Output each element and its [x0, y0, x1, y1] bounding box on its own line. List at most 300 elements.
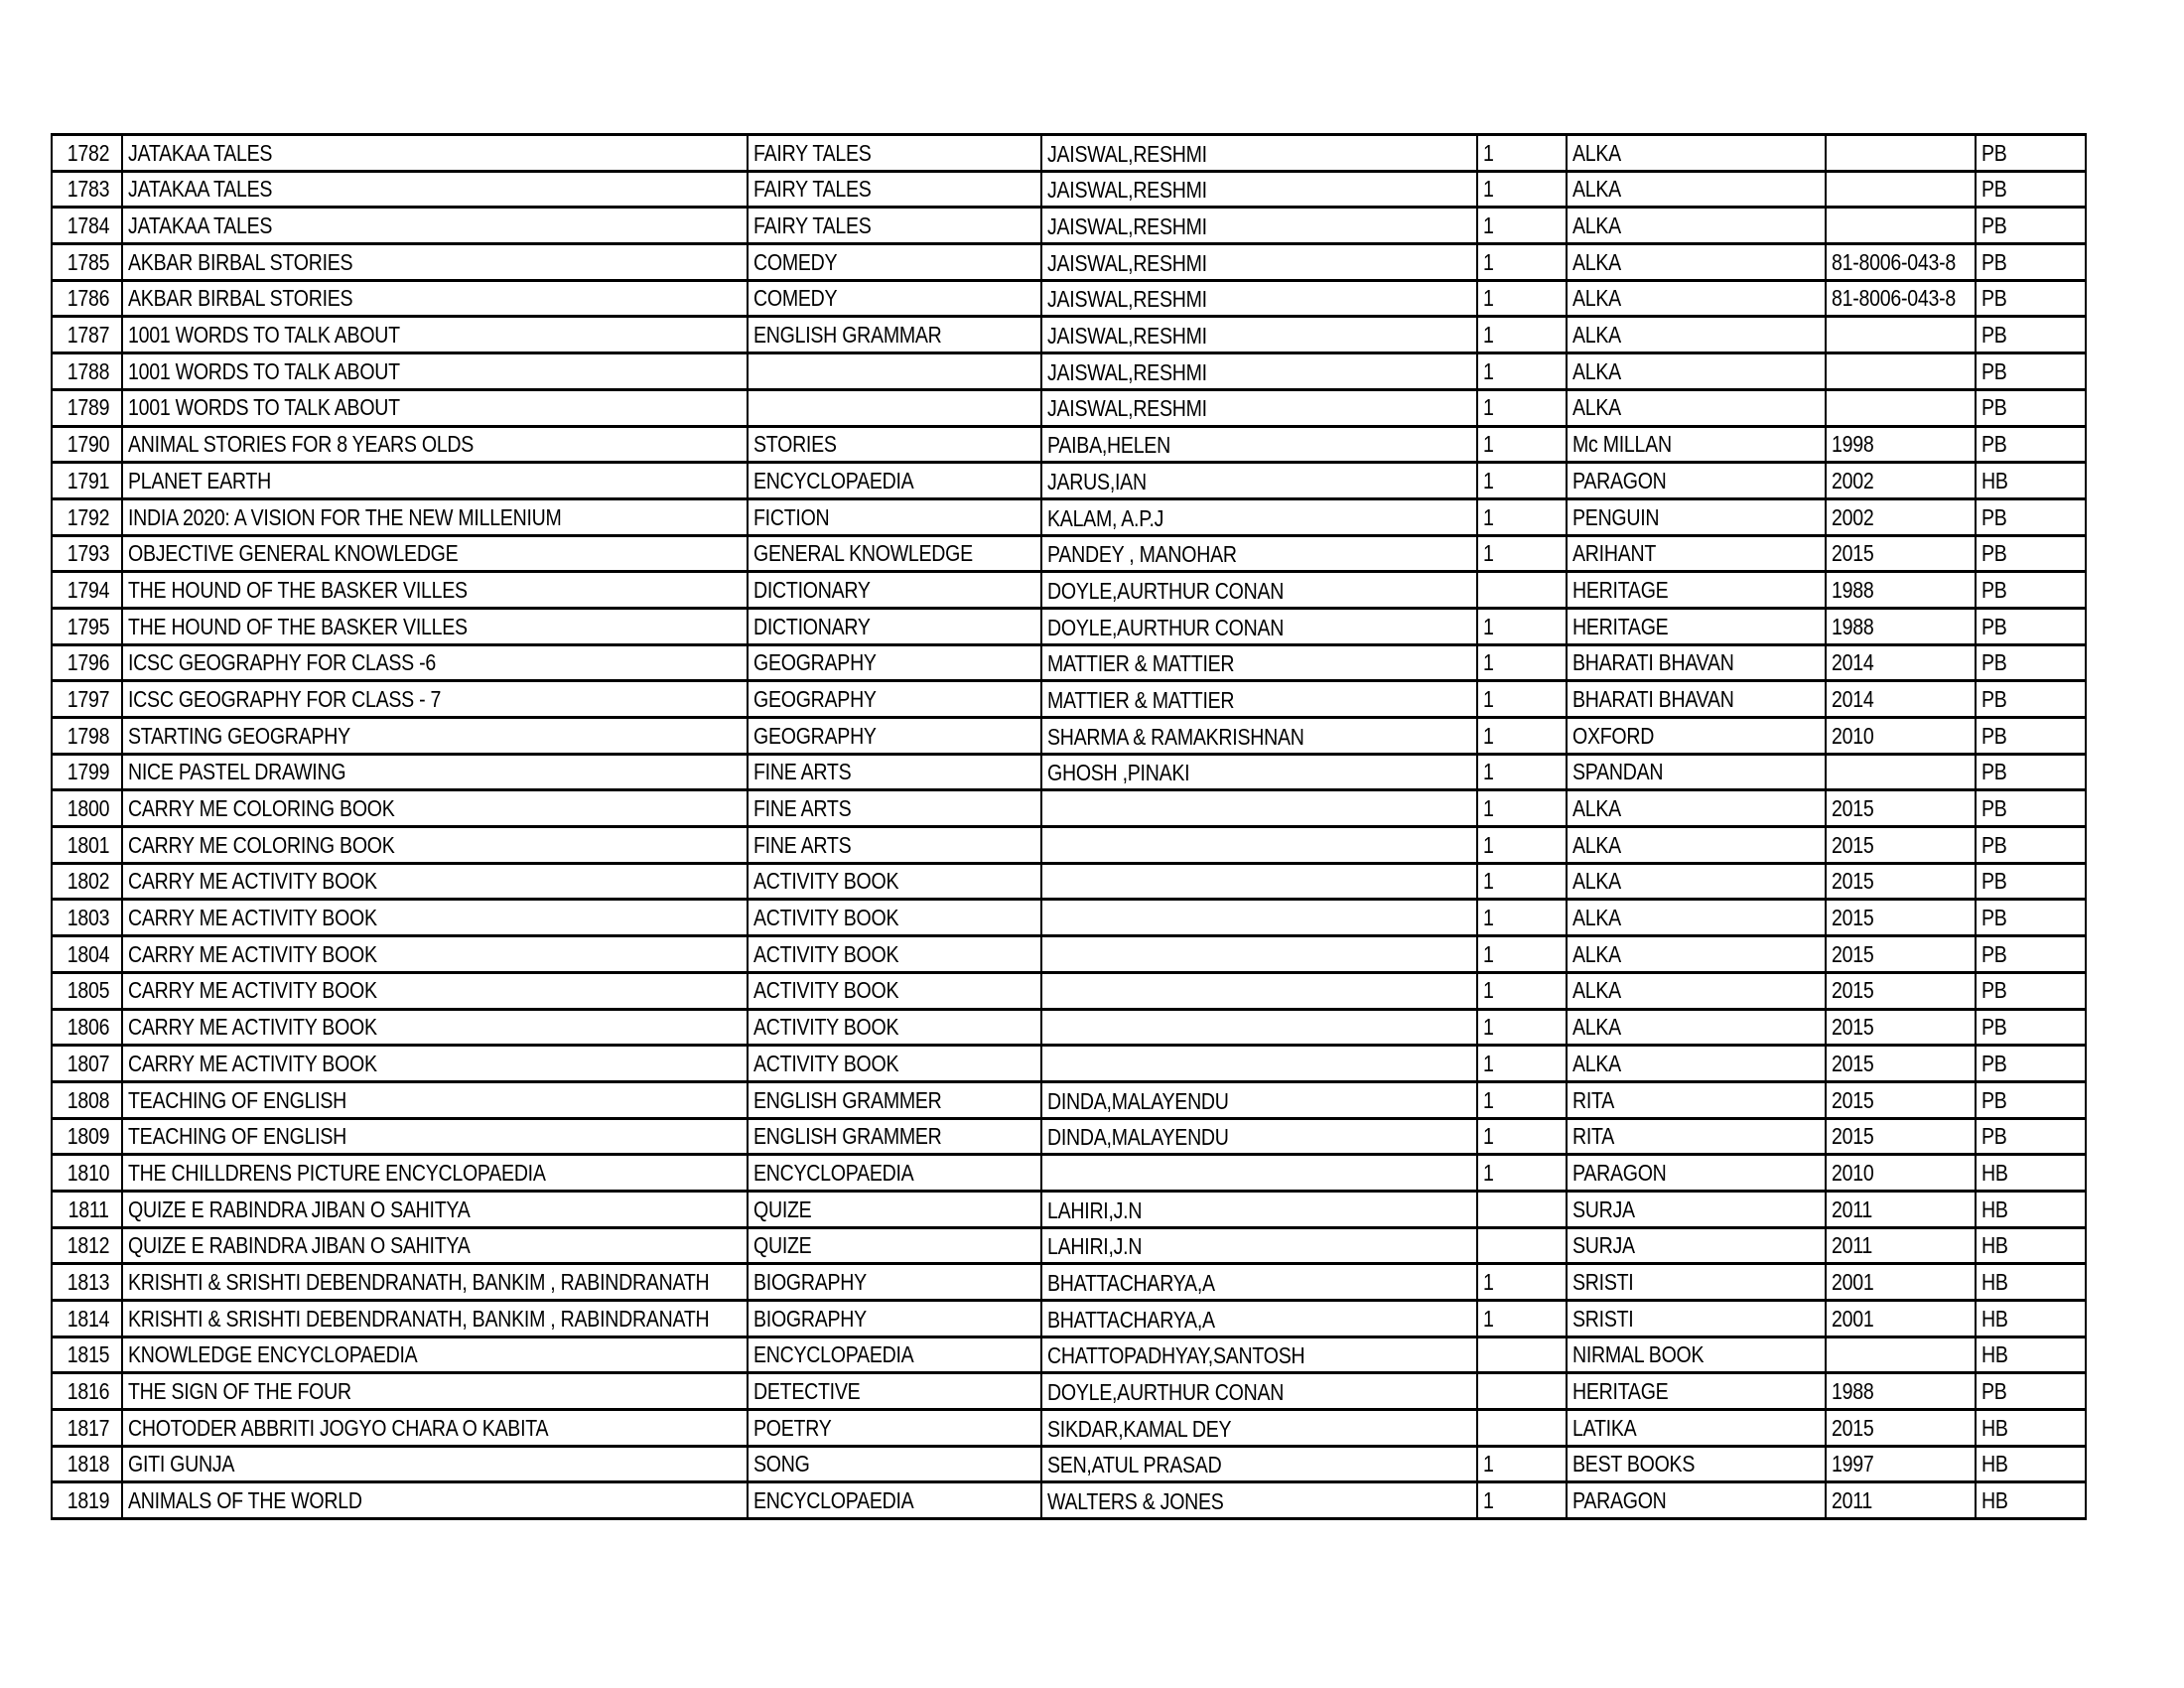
author-cell [1041, 936, 1477, 973]
binding-cell [1976, 135, 2086, 172]
book-quantity: 1 [1483, 722, 1494, 749]
title-cell [122, 1446, 748, 1482]
binding-cell [1976, 280, 2086, 317]
quantity-cell [1477, 681, 1567, 718]
book-year-isbn: 2015 [1832, 905, 1874, 931]
table-row [52, 1446, 2086, 1482]
book-category: GEOGRAPHY [753, 722, 877, 749]
quantity-cell [1477, 1191, 1567, 1227]
quantity-cell [1477, 1081, 1567, 1118]
year-isbn-cell [1826, 353, 1976, 390]
book-author: DINDA,MALAYENDU [1047, 1087, 1229, 1114]
category-cell [748, 936, 1041, 973]
binding-cell [1976, 900, 2086, 936]
author-cell [1041, 827, 1477, 864]
serial-number: 1797 [67, 685, 110, 712]
table-row [52, 1410, 2086, 1447]
serial-cell [52, 900, 122, 936]
title-cell [122, 827, 748, 864]
serial-cell [52, 681, 122, 718]
publisher-cell [1567, 644, 1826, 681]
publisher-cell [1567, 317, 1826, 353]
book-binding: HB [1981, 467, 2008, 493]
binding-cell [1976, 644, 2086, 681]
book-title: THE SIGN OF THE FOUR [128, 1378, 351, 1404]
binding-cell [1976, 1191, 2086, 1227]
title-cell [122, 353, 748, 390]
serial-cell [52, 644, 122, 681]
book-author: SIKDAR,KAMAL DEY [1047, 1415, 1232, 1442]
book-quantity: 1 [1483, 1159, 1494, 1186]
serial-number: 1794 [67, 576, 110, 603]
title-cell [122, 863, 748, 900]
book-author: WALTERS & JONES [1047, 1488, 1224, 1515]
book-category: FINE ARTS [753, 831, 852, 858]
book-binding: PB [1981, 940, 2007, 967]
book-author: LAHIRI,J.N [1047, 1196, 1143, 1223]
serial-number: 1803 [67, 905, 110, 931]
quantity-cell [1477, 244, 1567, 281]
book-publisher: ALKA [1572, 868, 1621, 895]
book-title: TEACHING OF ENGLISH [128, 1086, 347, 1113]
publisher-cell [1567, 900, 1826, 936]
table-row [52, 1227, 2086, 1264]
book-author: DOYLE,AURTHUR CONAN [1047, 577, 1285, 604]
quantity-cell [1477, 1373, 1567, 1410]
table-row [52, 244, 2086, 281]
book-title: PLANET EARTH [128, 467, 271, 493]
book-title: KRISHTI & SRISHTI DEBENDRANATH, BANKIM , RABINDRANATH [128, 1305, 710, 1332]
serial-number: 1783 [67, 176, 110, 203]
category-cell [748, 1227, 1041, 1264]
binding-cell [1976, 317, 2086, 353]
serial-number: 1814 [67, 1305, 110, 1332]
book-category: ENCYCLOPAEDIA [753, 467, 914, 493]
book-quantity: 1 [1483, 1123, 1494, 1150]
book-year-isbn: 1988 [1832, 576, 1874, 603]
book-year-isbn: 1988 [1832, 613, 1874, 639]
author-cell [1041, 644, 1477, 681]
category-cell [748, 900, 1041, 936]
year-isbn-cell [1826, 171, 1976, 208]
book-publisher: ALKA [1572, 905, 1621, 931]
year-isbn-cell [1826, 463, 1976, 499]
table-row [52, 827, 2086, 864]
book-author: PANDEY , MANOHAR [1047, 541, 1237, 568]
category-cell [748, 1264, 1041, 1301]
title-cell [122, 463, 748, 499]
book-title: ICSC GEOGRAPHY FOR CLASS -6 [128, 649, 436, 676]
publisher-cell [1567, 1264, 1826, 1301]
book-publisher: NIRMAL BOOK [1572, 1341, 1705, 1368]
book-year-isbn: 2015 [1832, 1414, 1874, 1441]
year-isbn-cell [1826, 1301, 1976, 1337]
binding-cell [1976, 1118, 2086, 1155]
serial-number: 1817 [67, 1414, 110, 1441]
serial-cell [52, 498, 122, 535]
book-author: MATTIER & MATTIER [1047, 650, 1235, 677]
quantity-cell [1477, 754, 1567, 790]
book-quantity: 1 [1483, 248, 1494, 275]
year-isbn-cell [1826, 1081, 1976, 1118]
author-cell [1041, 1118, 1477, 1155]
book-quantity: 1 [1483, 394, 1494, 421]
publisher-cell [1567, 1373, 1826, 1410]
title-cell [122, 1482, 748, 1519]
book-author: SHARMA & RAMAKRISHNAN [1047, 723, 1304, 750]
serial-cell [52, 1301, 122, 1337]
table-row [52, 754, 2086, 790]
book-title: CARRY ME ACTIVITY BOOK [128, 1050, 377, 1076]
serial-number: 1804 [67, 940, 110, 967]
title-cell [122, 900, 748, 936]
book-publisher: ALKA [1572, 1014, 1621, 1041]
book-publisher: ALKA [1572, 212, 1621, 238]
book-year-isbn: 2002 [1832, 503, 1874, 530]
binding-cell [1976, 1264, 2086, 1301]
book-binding: PB [1981, 649, 2007, 676]
author-cell [1041, 1446, 1477, 1482]
year-isbn-cell [1826, 790, 1976, 827]
book-year-isbn: 2011 [1832, 1196, 1873, 1222]
serial-cell [52, 754, 122, 790]
book-title: THE CHILLDRENS PICTURE ENCYCLOPAEDIA [128, 1159, 546, 1186]
book-category: ENGLISH GRAMMER [753, 1086, 942, 1113]
book-binding: PB [1981, 831, 2007, 858]
book-category: GEOGRAPHY [753, 649, 877, 676]
book-category: QUIZE [753, 1196, 812, 1222]
book-year-isbn: 2015 [1832, 868, 1874, 895]
book-title: AKBAR BIRBAL STORIES [128, 285, 353, 312]
book-publisher: HERITAGE [1572, 576, 1669, 603]
book-binding: PB [1981, 212, 2007, 238]
quantity-cell [1477, 790, 1567, 827]
serial-cell [52, 389, 122, 426]
author-cell [1041, 244, 1477, 281]
category-cell [748, 718, 1041, 755]
binding-cell [1976, 244, 2086, 281]
table-row [52, 353, 2086, 390]
book-category: ACTIVITY BOOK [753, 1050, 899, 1076]
book-binding: PB [1981, 1050, 2007, 1076]
table-row [52, 972, 2086, 1009]
publisher-cell [1567, 498, 1826, 535]
year-isbn-cell [1826, 280, 1976, 317]
quantity-cell [1477, 900, 1567, 936]
title-cell [122, 754, 748, 790]
book-quantity: 1 [1483, 613, 1494, 639]
book-year-isbn: 2014 [1832, 649, 1874, 676]
book-author: DINDA,MALAYENDU [1047, 1124, 1229, 1151]
author-cell [1041, 863, 1477, 900]
serial-cell [52, 1446, 122, 1482]
book-quantity: 1 [1483, 1451, 1494, 1477]
book-category: ACTIVITY BOOK [753, 940, 899, 967]
serial-cell [52, 972, 122, 1009]
book-category: DICTIONARY [753, 576, 871, 603]
publisher-cell [1567, 389, 1826, 426]
year-isbn-cell [1826, 208, 1976, 244]
book-category: DETECTIVE [753, 1378, 861, 1404]
publisher-cell [1567, 827, 1826, 864]
category-cell [748, 1336, 1041, 1373]
serial-cell [52, 535, 122, 572]
year-isbn-cell [1826, 1118, 1976, 1155]
book-binding: PB [1981, 576, 2007, 603]
book-quantity: 1 [1483, 139, 1494, 166]
binding-cell [1976, 572, 2086, 609]
publisher-cell [1567, 1009, 1826, 1046]
author-cell [1041, 1009, 1477, 1046]
quantity-cell [1477, 608, 1567, 644]
category-cell [748, 244, 1041, 281]
serial-cell [52, 317, 122, 353]
publisher-cell [1567, 1118, 1826, 1155]
book-category: COMEDY [753, 285, 838, 312]
book-title: QUIZE E RABINDRA JIBAN O SAHITYA [128, 1196, 471, 1222]
quantity-cell [1477, 863, 1567, 900]
author-cell [1041, 718, 1477, 755]
title-cell [122, 1118, 748, 1155]
book-title: AKBAR BIRBAL STORIES [128, 248, 353, 275]
book-author: JAISWAL,RESHMI [1047, 213, 1207, 239]
serial-number: 1798 [67, 722, 110, 749]
book-publisher: HERITAGE [1572, 1378, 1669, 1404]
serial-cell [52, 827, 122, 864]
book-publisher: HERITAGE [1572, 613, 1669, 639]
book-binding: HB [1981, 1232, 2008, 1259]
binding-cell [1976, 1336, 2086, 1373]
author-cell [1041, 1155, 1477, 1192]
book-quantity: 1 [1483, 322, 1494, 349]
author-cell [1041, 790, 1477, 827]
book-publisher: RITA [1572, 1086, 1615, 1113]
year-isbn-cell [1826, 244, 1976, 281]
book-quantity: 1 [1483, 467, 1494, 493]
book-category: FAIRY TALES [753, 139, 872, 166]
author-cell [1041, 498, 1477, 535]
category-cell [748, 608, 1041, 644]
title-cell [122, 426, 748, 463]
book-title: JATAKAA TALES [128, 176, 273, 203]
publisher-cell [1567, 1482, 1826, 1519]
book-publisher: PARAGON [1572, 1159, 1667, 1186]
table-row [52, 208, 2086, 244]
publisher-cell [1567, 1081, 1826, 1118]
table-row [52, 936, 2086, 973]
serial-cell [52, 572, 122, 609]
serial-number: 1782 [67, 139, 110, 166]
category-cell [748, 1301, 1041, 1337]
book-year-isbn: 2015 [1832, 977, 1874, 1004]
year-isbn-cell [1826, 936, 1976, 973]
serial-cell [52, 1046, 122, 1082]
book-author: BHATTACHARYA,A [1047, 1306, 1215, 1333]
book-title: TEACHING OF ENGLISH [128, 1123, 347, 1150]
book-title: CHOTODER ABBRITI JOGYO CHARA O KABITA [128, 1414, 549, 1441]
category-cell [748, 171, 1041, 208]
book-author: BHATTACHARYA,A [1047, 1269, 1215, 1296]
quantity-cell [1477, 1118, 1567, 1155]
title-cell [122, 1191, 748, 1227]
binding-cell [1976, 863, 2086, 900]
binding-cell [1976, 936, 2086, 973]
year-isbn-cell [1826, 389, 1976, 426]
table-row [52, 1046, 2086, 1082]
title-cell [122, 1227, 748, 1264]
book-author: JAISWAL,RESHMI [1047, 286, 1207, 313]
author-cell [1041, 1264, 1477, 1301]
serial-number: 1800 [67, 795, 110, 821]
binding-cell [1976, 208, 2086, 244]
binding-cell [1976, 1009, 2086, 1046]
book-author: JAISWAL,RESHMI [1047, 249, 1207, 276]
book-publisher: SURJA [1572, 1232, 1635, 1259]
book-quantity: 1 [1483, 795, 1494, 821]
book-publisher: ALKA [1572, 394, 1621, 421]
book-publisher: BHARATI BHAVAN [1572, 649, 1734, 676]
book-year-isbn: 1997 [1832, 1451, 1874, 1477]
book-title: CARRY ME ACTIVITY BOOK [128, 868, 377, 895]
book-title: THE HOUND OF THE BASKER VILLES [128, 613, 468, 639]
title-cell [122, 644, 748, 681]
quantity-cell [1477, 1046, 1567, 1082]
publisher-cell [1567, 280, 1826, 317]
publisher-cell [1567, 790, 1826, 827]
serial-number: 1801 [67, 831, 110, 858]
book-quantity: 1 [1483, 503, 1494, 530]
table-row [52, 280, 2086, 317]
serial-cell [52, 863, 122, 900]
binding-cell [1976, 608, 2086, 644]
binding-cell [1976, 426, 2086, 463]
title-cell [122, 280, 748, 317]
book-year-isbn: 81-8006-043-8 [1832, 248, 1956, 275]
quantity-cell [1477, 1227, 1567, 1264]
book-publisher: RITA [1572, 1123, 1615, 1150]
publisher-cell [1567, 681, 1826, 718]
book-binding: PB [1981, 1123, 2007, 1150]
title-cell [122, 1301, 748, 1337]
year-isbn-cell [1826, 1373, 1976, 1410]
author-cell [1041, 972, 1477, 1009]
title-cell [122, 1336, 748, 1373]
book-category: ACTIVITY BOOK [753, 905, 899, 931]
book-title: 1001 WORDS TO TALK ABOUT [128, 322, 400, 349]
book-author: JAISWAL,RESHMI [1047, 323, 1207, 350]
publisher-cell [1567, 1301, 1826, 1337]
title-cell [122, 972, 748, 1009]
serial-number: 1787 [67, 322, 110, 349]
year-isbn-cell [1826, 498, 1976, 535]
book-publisher: SRISTI [1572, 1268, 1634, 1295]
book-quantity: 1 [1483, 1268, 1494, 1295]
book-binding: HB [1981, 1196, 2008, 1222]
serial-number: 1790 [67, 431, 110, 458]
book-year-isbn: 1998 [1832, 431, 1874, 458]
author-cell [1041, 1301, 1477, 1337]
book-quantity: 1 [1483, 1050, 1494, 1076]
year-isbn-cell [1826, 572, 1976, 609]
book-binding: PB [1981, 139, 2007, 166]
book-quantity: 1 [1483, 759, 1494, 785]
year-isbn-cell [1826, 317, 1976, 353]
publisher-cell [1567, 863, 1826, 900]
book-category: FAIRY TALES [753, 212, 872, 238]
book-category: ENGLISH GRAMMAR [753, 322, 942, 349]
category-cell [748, 681, 1041, 718]
book-binding: HB [1981, 1451, 2008, 1477]
serial-cell [52, 1155, 122, 1192]
year-isbn-cell [1826, 426, 1976, 463]
year-isbn-cell [1826, 754, 1976, 790]
book-binding: PB [1981, 977, 2007, 1004]
book-binding: PB [1981, 722, 2007, 749]
author-cell [1041, 389, 1477, 426]
quantity-cell [1477, 208, 1567, 244]
book-year-isbn: 2015 [1832, 540, 1874, 567]
table-row [52, 900, 2086, 936]
serial-cell [52, 1191, 122, 1227]
book-binding: PB [1981, 431, 2007, 458]
serial-number: 1786 [67, 285, 110, 312]
quantity-cell [1477, 280, 1567, 317]
year-isbn-cell [1826, 863, 1976, 900]
serial-cell [52, 1227, 122, 1264]
book-quantity: 1 [1483, 685, 1494, 712]
serial-number: 1784 [67, 212, 110, 238]
book-binding: PB [1981, 394, 2007, 421]
book-binding: PB [1981, 357, 2007, 384]
quantity-cell [1477, 1410, 1567, 1447]
title-cell [122, 1081, 748, 1118]
book-category: BIOGRAPHY [753, 1305, 867, 1332]
title-cell [122, 1155, 748, 1192]
book-quantity: 1 [1483, 431, 1494, 458]
author-cell [1041, 1081, 1477, 1118]
category-cell [748, 972, 1041, 1009]
book-category: ENGLISH GRAMMER [753, 1123, 942, 1150]
book-binding: HB [1981, 1305, 2008, 1332]
book-publisher: ALKA [1572, 248, 1621, 275]
book-binding: PB [1981, 613, 2007, 639]
author-cell [1041, 535, 1477, 572]
book-title: NICE PASTEL DRAWING [128, 759, 346, 785]
quantity-cell [1477, 718, 1567, 755]
book-year-isbn: 2015 [1832, 1123, 1874, 1150]
quantity-cell [1477, 1009, 1567, 1046]
publisher-cell [1567, 244, 1826, 281]
book-year-isbn: 2015 [1832, 940, 1874, 967]
book-binding: PB [1981, 1378, 2007, 1404]
book-title: JATAKAA TALES [128, 212, 273, 238]
book-title: JATAKAA TALES [128, 139, 273, 166]
year-isbn-cell [1826, 972, 1976, 1009]
book-publisher: BEST BOOKS [1572, 1451, 1696, 1477]
title-cell [122, 498, 748, 535]
table-row [52, 644, 2086, 681]
category-cell [748, 1046, 1041, 1082]
binding-cell [1976, 463, 2086, 499]
book-year-isbn: 2014 [1832, 685, 1874, 712]
category-cell [748, 463, 1041, 499]
category-cell [748, 1081, 1041, 1118]
category-cell [748, 1118, 1041, 1155]
serial-cell [52, 280, 122, 317]
category-cell [748, 353, 1041, 390]
serial-number: 1808 [67, 1086, 110, 1113]
book-publisher: ALKA [1572, 285, 1621, 312]
